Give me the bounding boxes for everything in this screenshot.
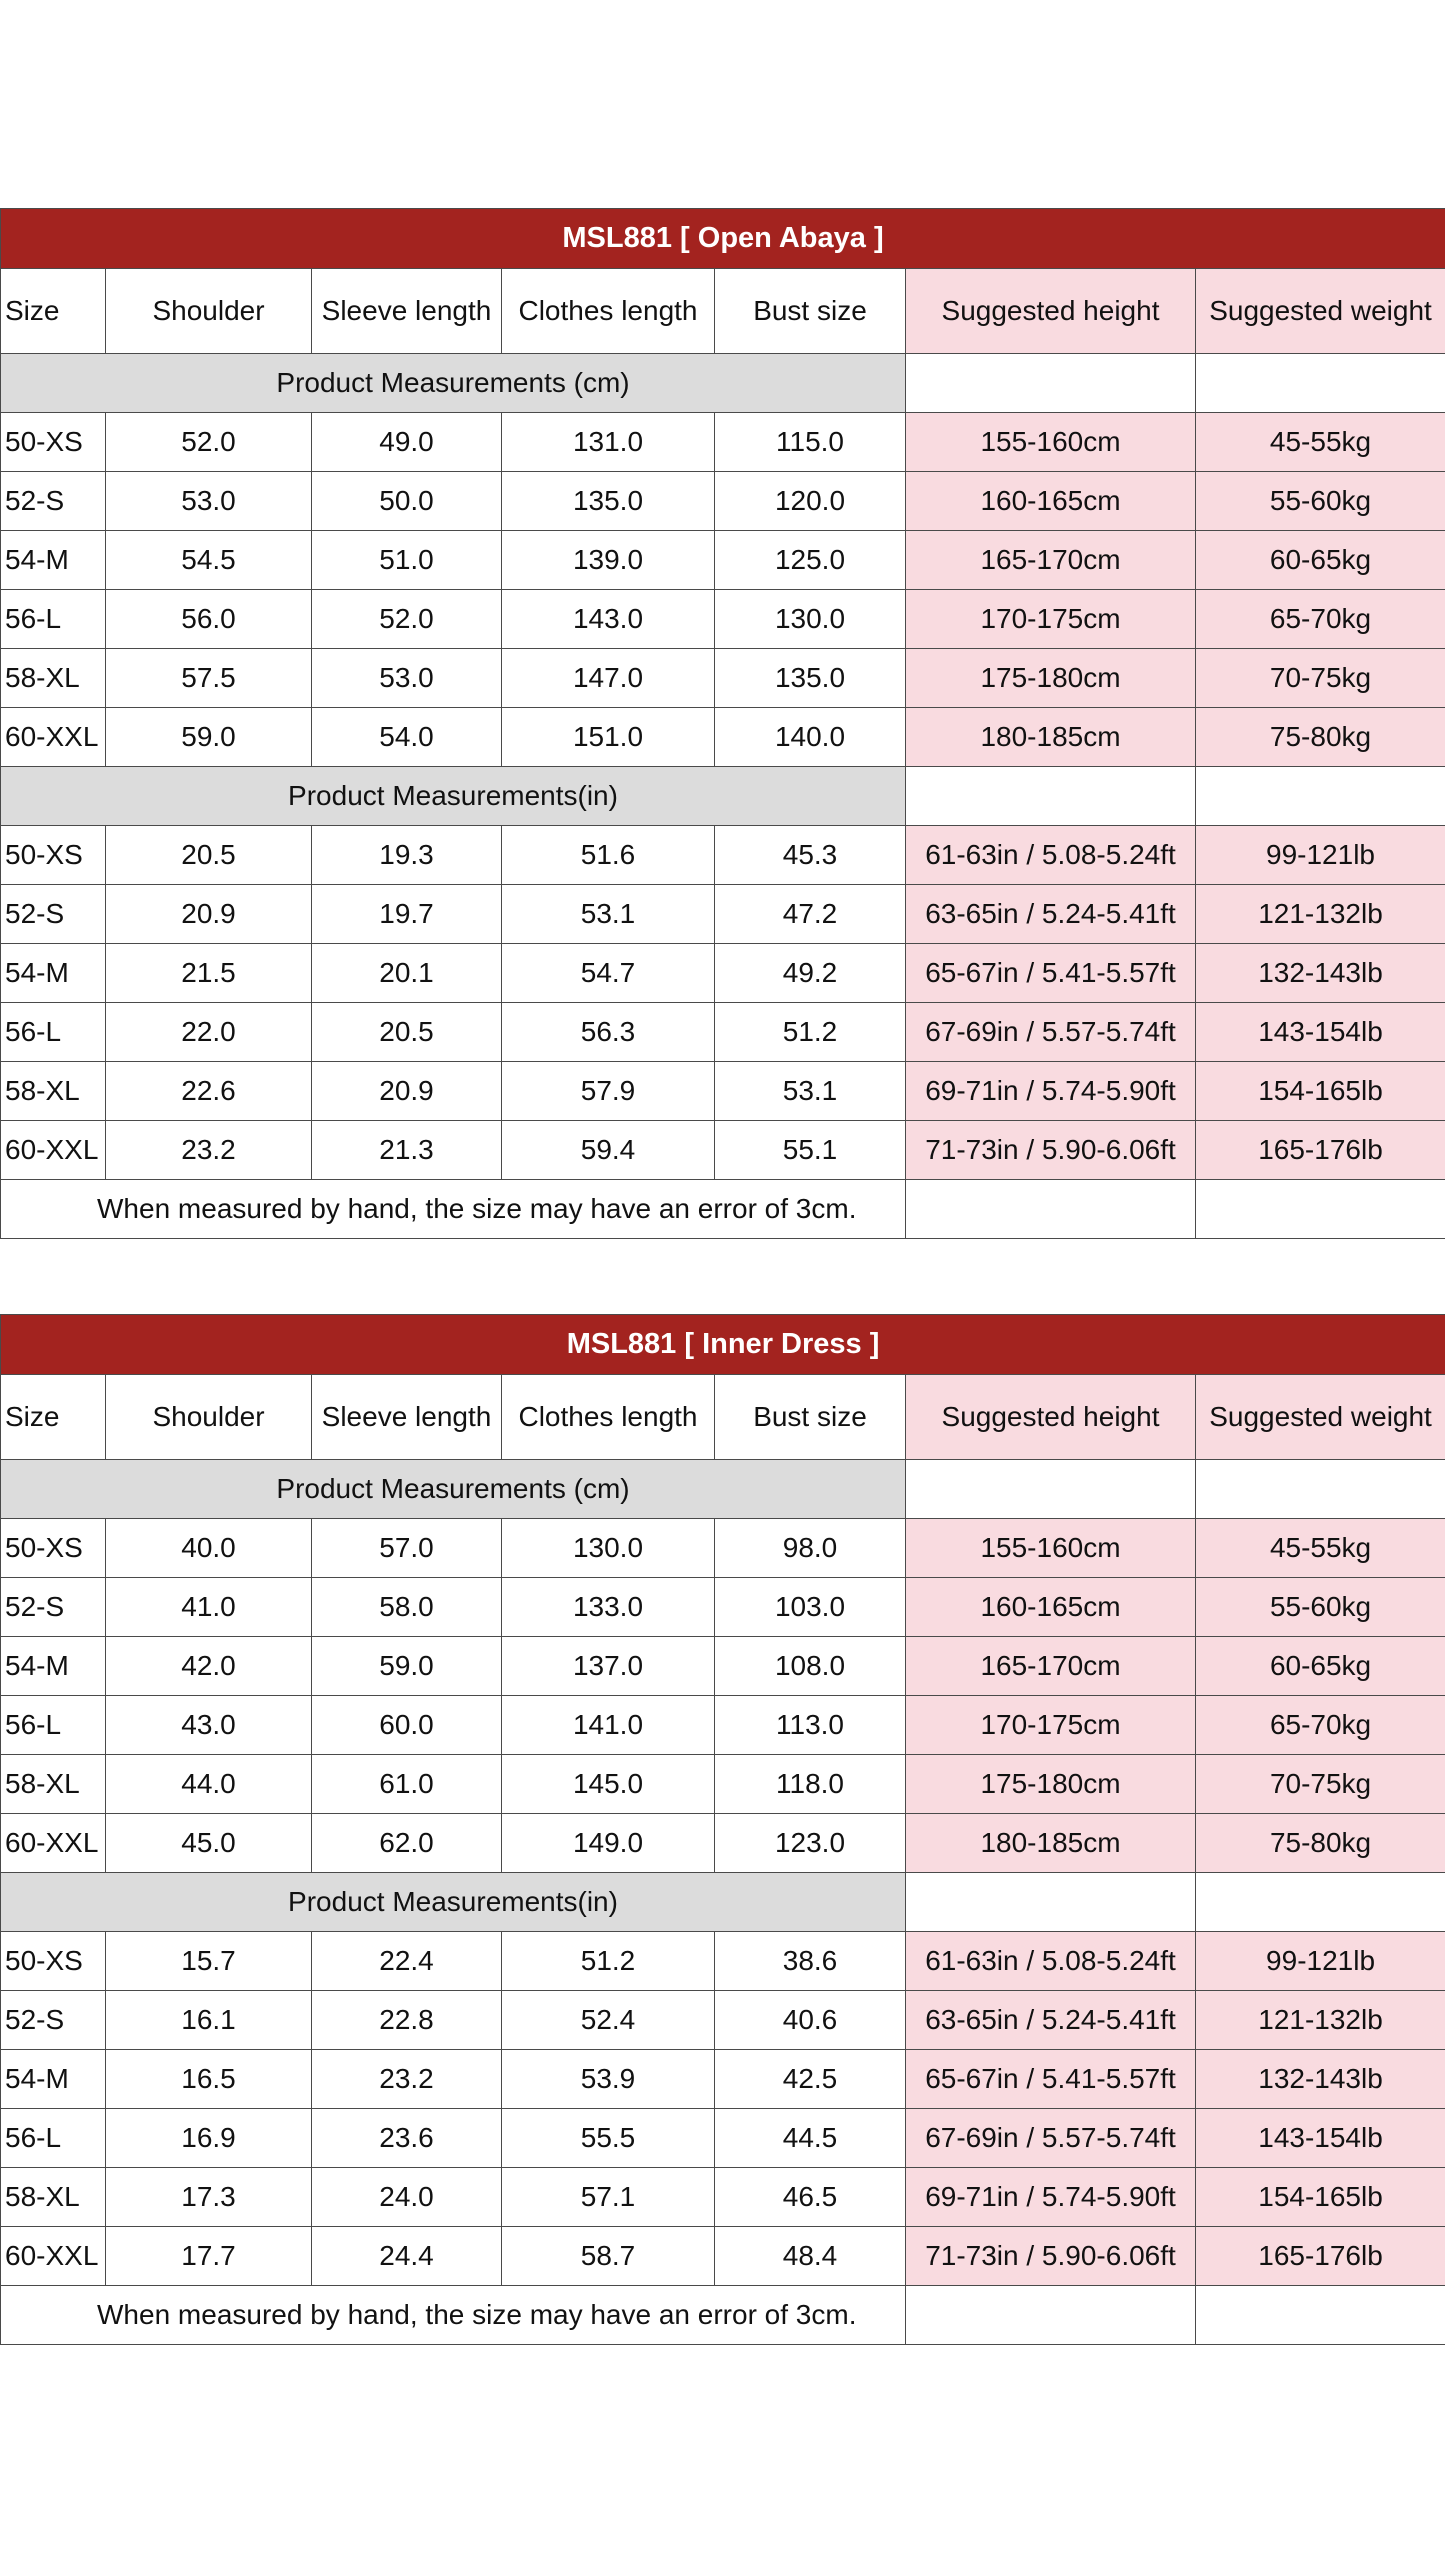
cell-shoulder: 16.1 bbox=[106, 1991, 312, 2050]
table-row bbox=[1, 1578, 1445, 1637]
empty-cell bbox=[1196, 2286, 1445, 2345]
cell-clothes: 52.4 bbox=[502, 1991, 715, 2050]
cell-weight: 165-176lb bbox=[1196, 1121, 1445, 1180]
header-shoulder: Shoulder bbox=[106, 1375, 312, 1460]
cell-height: 61-63in / 5.08-5.24ft bbox=[906, 1932, 1196, 1991]
cell-height: 160-165cm bbox=[906, 1578, 1196, 1637]
cell-weight: 154-165lb bbox=[1196, 1062, 1445, 1121]
cell-bust: 40.6 bbox=[715, 1991, 906, 2050]
cell-bust: 120.0 bbox=[715, 472, 906, 531]
cell-sleeve: 24.0 bbox=[312, 2168, 502, 2227]
cell-size: 50-XS bbox=[1, 1932, 106, 1991]
empty-cell bbox=[1196, 1873, 1445, 1932]
header-bust-size: Bust size bbox=[715, 1375, 906, 1460]
cell-size: 60-XXL bbox=[1, 708, 106, 767]
cell-clothes: 143.0 bbox=[502, 590, 715, 649]
table-title: MSL881 [ Open Abaya ] bbox=[1, 209, 1445, 269]
cell-bust: 103.0 bbox=[715, 1578, 906, 1637]
cell-bust: 53.1 bbox=[715, 1062, 906, 1121]
cell-size: 52-S bbox=[1, 1991, 106, 2050]
cell-sleeve: 61.0 bbox=[312, 1755, 502, 1814]
cell-weight: 132-143lb bbox=[1196, 944, 1445, 1003]
table-row bbox=[1, 472, 1445, 531]
cell-bust: 42.5 bbox=[715, 2050, 906, 2109]
cell-clothes: 133.0 bbox=[502, 1578, 715, 1637]
cell-sleeve: 22.4 bbox=[312, 1932, 502, 1991]
cell-bust: 49.2 bbox=[715, 944, 906, 1003]
cell-bust: 46.5 bbox=[715, 2168, 906, 2227]
cell-size: 58-XL bbox=[1, 1062, 106, 1121]
cell-bust: 113.0 bbox=[715, 1696, 906, 1755]
table-row bbox=[1, 2227, 1445, 2286]
cell-height: 65-67in / 5.41-5.57ft bbox=[906, 2050, 1196, 2109]
cell-shoulder: 44.0 bbox=[106, 1755, 312, 1814]
cell-shoulder: 22.6 bbox=[106, 1062, 312, 1121]
cell-height: 165-170cm bbox=[906, 1637, 1196, 1696]
cell-shoulder: 16.5 bbox=[106, 2050, 312, 2109]
cell-weight: 75-80kg bbox=[1196, 1814, 1445, 1873]
cell-weight: 143-154lb bbox=[1196, 1003, 1445, 1062]
cell-clothes: 149.0 bbox=[502, 1814, 715, 1873]
cell-sleeve: 58.0 bbox=[312, 1578, 502, 1637]
header-row bbox=[1, 269, 1445, 354]
section-label-in: Product Measurements(in) bbox=[1, 767, 906, 826]
cell-size: 58-XL bbox=[1, 1755, 106, 1814]
empty-cell bbox=[906, 1180, 1196, 1239]
header-suggested-height: Suggested height bbox=[906, 269, 1196, 354]
cell-sleeve: 57.0 bbox=[312, 1519, 502, 1578]
empty-cell bbox=[1196, 1460, 1445, 1519]
cell-shoulder: 23.2 bbox=[106, 1121, 312, 1180]
section-label-cm: Product Measurements (cm) bbox=[1, 354, 906, 413]
cell-size: 50-XS bbox=[1, 826, 106, 885]
cell-bust: 47.2 bbox=[715, 885, 906, 944]
cell-shoulder: 21.5 bbox=[106, 944, 312, 1003]
cell-bust: 108.0 bbox=[715, 1637, 906, 1696]
cell-weight: 55-60kg bbox=[1196, 472, 1445, 531]
cell-size: 60-XXL bbox=[1, 2227, 106, 2286]
cell-size: 52-S bbox=[1, 1578, 106, 1637]
cell-weight: 165-176lb bbox=[1196, 2227, 1445, 2286]
cell-bust: 51.2 bbox=[715, 1003, 906, 1062]
size-chart-inner-dress bbox=[0, 1314, 1445, 2345]
section-row-cm bbox=[1, 354, 1445, 413]
cell-size: 58-XL bbox=[1, 2168, 106, 2227]
cell-clothes: 145.0 bbox=[502, 1755, 715, 1814]
cell-height: 180-185cm bbox=[906, 708, 1196, 767]
table-row bbox=[1, 1696, 1445, 1755]
cell-height: 67-69in / 5.57-5.74ft bbox=[906, 2109, 1196, 2168]
cell-clothes: 53.9 bbox=[502, 2050, 715, 2109]
table-row bbox=[1, 1755, 1445, 1814]
cell-bust: 55.1 bbox=[715, 1121, 906, 1180]
cell-shoulder: 43.0 bbox=[106, 1696, 312, 1755]
cell-sleeve: 24.4 bbox=[312, 2227, 502, 2286]
empty-cell bbox=[906, 767, 1196, 826]
cell-clothes: 55.5 bbox=[502, 2109, 715, 2168]
cell-weight: 65-70kg bbox=[1196, 1696, 1445, 1755]
cell-shoulder: 40.0 bbox=[106, 1519, 312, 1578]
cell-size: 50-XS bbox=[1, 413, 106, 472]
cell-sleeve: 59.0 bbox=[312, 1637, 502, 1696]
cell-shoulder: 15.7 bbox=[106, 1932, 312, 1991]
cell-shoulder: 59.0 bbox=[106, 708, 312, 767]
cell-height: 65-67in / 5.41-5.57ft bbox=[906, 944, 1196, 1003]
header-suggested-weight: Suggested weight bbox=[1196, 269, 1445, 354]
cell-shoulder: 17.7 bbox=[106, 2227, 312, 2286]
cell-size: 54-M bbox=[1, 531, 106, 590]
cell-weight: 60-65kg bbox=[1196, 531, 1445, 590]
cell-shoulder: 42.0 bbox=[106, 1637, 312, 1696]
cell-size: 54-M bbox=[1, 944, 106, 1003]
cell-weight: 121-132lb bbox=[1196, 1991, 1445, 2050]
note-row bbox=[1, 2286, 1445, 2345]
cell-height: 170-175cm bbox=[906, 1696, 1196, 1755]
table-row bbox=[1, 885, 1445, 944]
empty-cell bbox=[906, 1460, 1196, 1519]
cell-weight: 55-60kg bbox=[1196, 1578, 1445, 1637]
cell-size: 56-L bbox=[1, 1696, 106, 1755]
cell-bust: 115.0 bbox=[715, 413, 906, 472]
header-suggested-height: Suggested height bbox=[906, 1375, 1196, 1460]
empty-cell bbox=[906, 2286, 1196, 2345]
cell-sleeve: 54.0 bbox=[312, 708, 502, 767]
cell-clothes: 137.0 bbox=[502, 1637, 715, 1696]
header-shoulder: Shoulder bbox=[106, 269, 312, 354]
cell-weight: 132-143lb bbox=[1196, 2050, 1445, 2109]
cell-height: 69-71in / 5.74-5.90ft bbox=[906, 2168, 1196, 2227]
cell-height: 165-170cm bbox=[906, 531, 1196, 590]
cell-height: 69-71in / 5.74-5.90ft bbox=[906, 1062, 1196, 1121]
cell-height: 175-180cm bbox=[906, 649, 1196, 708]
cell-sleeve: 20.5 bbox=[312, 1003, 502, 1062]
cell-bust: 125.0 bbox=[715, 531, 906, 590]
table-row bbox=[1, 2109, 1445, 2168]
cell-height: 180-185cm bbox=[906, 1814, 1196, 1873]
table-row bbox=[1, 944, 1445, 1003]
cell-sleeve: 22.8 bbox=[312, 1991, 502, 2050]
cell-sleeve: 51.0 bbox=[312, 531, 502, 590]
cell-sleeve: 52.0 bbox=[312, 590, 502, 649]
header-clothes-length: Clothes length bbox=[502, 1375, 715, 1460]
cell-weight: 60-65kg bbox=[1196, 1637, 1445, 1696]
cell-bust: 45.3 bbox=[715, 826, 906, 885]
cell-sleeve: 23.2 bbox=[312, 2050, 502, 2109]
cell-weight: 70-75kg bbox=[1196, 1755, 1445, 1814]
table-row bbox=[1, 1003, 1445, 1062]
cell-clothes: 51.6 bbox=[502, 826, 715, 885]
cell-sleeve: 50.0 bbox=[312, 472, 502, 531]
cell-sleeve: 60.0 bbox=[312, 1696, 502, 1755]
cell-sleeve: 21.3 bbox=[312, 1121, 502, 1180]
cell-clothes: 57.1 bbox=[502, 2168, 715, 2227]
cell-bust: 130.0 bbox=[715, 590, 906, 649]
cell-sleeve: 53.0 bbox=[312, 649, 502, 708]
empty-cell bbox=[1196, 767, 1445, 826]
cell-clothes: 56.3 bbox=[502, 1003, 715, 1062]
cell-clothes: 54.7 bbox=[502, 944, 715, 1003]
cell-size: 52-S bbox=[1, 885, 106, 944]
cell-size: 54-M bbox=[1, 1637, 106, 1696]
cell-weight: 99-121lb bbox=[1196, 1932, 1445, 1991]
cell-sleeve: 23.6 bbox=[312, 2109, 502, 2168]
table-row bbox=[1, 708, 1445, 767]
cell-size: 56-L bbox=[1, 590, 106, 649]
cell-weight: 99-121lb bbox=[1196, 826, 1445, 885]
cell-size: 50-XS bbox=[1, 1519, 106, 1578]
empty-cell bbox=[906, 1873, 1196, 1932]
section-label-cm: Product Measurements (cm) bbox=[1, 1460, 906, 1519]
cell-clothes: 57.9 bbox=[502, 1062, 715, 1121]
empty-cell bbox=[1196, 1180, 1445, 1239]
empty-cell bbox=[1196, 354, 1445, 413]
cell-weight: 70-75kg bbox=[1196, 649, 1445, 708]
cell-shoulder: 16.9 bbox=[106, 2109, 312, 2168]
table-row bbox=[1, 2168, 1445, 2227]
cell-bust: 140.0 bbox=[715, 708, 906, 767]
measurement-note: When measured by hand, the size may have an error of 3cm. bbox=[1, 1180, 906, 1239]
cell-weight: 143-154lb bbox=[1196, 2109, 1445, 2168]
cell-height: 155-160cm bbox=[906, 413, 1196, 472]
table-row bbox=[1, 1637, 1445, 1696]
cell-shoulder: 17.3 bbox=[106, 2168, 312, 2227]
cell-sleeve: 19.3 bbox=[312, 826, 502, 885]
table-row bbox=[1, 413, 1445, 472]
cell-clothes: 139.0 bbox=[502, 531, 715, 590]
section-row-cm bbox=[1, 1460, 1445, 1519]
table-title: MSL881 [ Inner Dress ] bbox=[1, 1315, 1445, 1375]
cell-shoulder: 53.0 bbox=[106, 472, 312, 531]
cell-height: 71-73in / 5.90-6.06ft bbox=[906, 1121, 1196, 1180]
cell-weight: 121-132lb bbox=[1196, 885, 1445, 944]
cell-clothes: 131.0 bbox=[502, 413, 715, 472]
header-row bbox=[1, 1375, 1445, 1460]
section-label-in: Product Measurements(in) bbox=[1, 1873, 906, 1932]
table-row bbox=[1, 1519, 1445, 1578]
section-row-in bbox=[1, 767, 1445, 826]
cell-size: 58-XL bbox=[1, 649, 106, 708]
cell-height: 71-73in / 5.90-6.06ft bbox=[906, 2227, 1196, 2286]
cell-height: 160-165cm bbox=[906, 472, 1196, 531]
cell-clothes: 141.0 bbox=[502, 1696, 715, 1755]
table-row bbox=[1, 649, 1445, 708]
cell-size: 52-S bbox=[1, 472, 106, 531]
measurement-note: When measured by hand, the size may have an error of 3cm. bbox=[1, 2286, 906, 2345]
cell-bust: 118.0 bbox=[715, 1755, 906, 1814]
cell-sleeve: 62.0 bbox=[312, 1814, 502, 1873]
cell-size: 60-XXL bbox=[1, 1121, 106, 1180]
cell-clothes: 59.4 bbox=[502, 1121, 715, 1180]
cell-size: 60-XXL bbox=[1, 1814, 106, 1873]
table-row bbox=[1, 1932, 1445, 1991]
cell-weight: 65-70kg bbox=[1196, 590, 1445, 649]
cell-clothes: 51.2 bbox=[502, 1932, 715, 1991]
cell-shoulder: 56.0 bbox=[106, 590, 312, 649]
cell-shoulder: 45.0 bbox=[106, 1814, 312, 1873]
cell-clothes: 130.0 bbox=[502, 1519, 715, 1578]
cell-sleeve: 20.9 bbox=[312, 1062, 502, 1121]
cell-bust: 123.0 bbox=[715, 1814, 906, 1873]
cell-shoulder: 52.0 bbox=[106, 413, 312, 472]
cell-clothes: 151.0 bbox=[502, 708, 715, 767]
empty-cell bbox=[906, 354, 1196, 413]
section-row-in bbox=[1, 1873, 1445, 1932]
cell-bust: 48.4 bbox=[715, 2227, 906, 2286]
header-size: Size bbox=[1, 269, 106, 354]
cell-shoulder: 57.5 bbox=[106, 649, 312, 708]
header-size: Size bbox=[1, 1375, 106, 1460]
cell-height: 63-65in / 5.24-5.41ft bbox=[906, 1991, 1196, 2050]
cell-shoulder: 20.5 bbox=[106, 826, 312, 885]
size-chart-open-abaya bbox=[0, 208, 1445, 1239]
cell-height: 63-65in / 5.24-5.41ft bbox=[906, 885, 1196, 944]
cell-height: 170-175cm bbox=[906, 590, 1196, 649]
table-row bbox=[1, 826, 1445, 885]
table-row bbox=[1, 1991, 1445, 2050]
cell-shoulder: 54.5 bbox=[106, 531, 312, 590]
cell-clothes: 135.0 bbox=[502, 472, 715, 531]
table-row bbox=[1, 2050, 1445, 2109]
cell-shoulder: 41.0 bbox=[106, 1578, 312, 1637]
cell-weight: 45-55kg bbox=[1196, 413, 1445, 472]
header-clothes-length: Clothes length bbox=[502, 269, 715, 354]
table-row bbox=[1, 531, 1445, 590]
cell-bust: 44.5 bbox=[715, 2109, 906, 2168]
cell-bust: 38.6 bbox=[715, 1932, 906, 1991]
note-row bbox=[1, 1180, 1445, 1239]
cell-weight: 154-165lb bbox=[1196, 2168, 1445, 2227]
table-row bbox=[1, 1121, 1445, 1180]
cell-bust: 135.0 bbox=[715, 649, 906, 708]
cell-sleeve: 19.7 bbox=[312, 885, 502, 944]
header-suggested-weight: Suggested weight bbox=[1196, 1375, 1445, 1460]
cell-sleeve: 49.0 bbox=[312, 413, 502, 472]
cell-weight: 45-55kg bbox=[1196, 1519, 1445, 1578]
table-row bbox=[1, 1814, 1445, 1873]
table-row bbox=[1, 1062, 1445, 1121]
cell-clothes: 147.0 bbox=[502, 649, 715, 708]
cell-clothes: 58.7 bbox=[502, 2227, 715, 2286]
cell-height: 175-180cm bbox=[906, 1755, 1196, 1814]
cell-shoulder: 22.0 bbox=[106, 1003, 312, 1062]
cell-sleeve: 20.1 bbox=[312, 944, 502, 1003]
header-sleeve-length: Sleeve length bbox=[312, 269, 502, 354]
cell-height: 155-160cm bbox=[906, 1519, 1196, 1578]
table-row bbox=[1, 590, 1445, 649]
cell-height: 61-63in / 5.08-5.24ft bbox=[906, 826, 1196, 885]
cell-weight: 75-80kg bbox=[1196, 708, 1445, 767]
cell-size: 54-M bbox=[1, 2050, 106, 2109]
cell-bust: 98.0 bbox=[715, 1519, 906, 1578]
cell-height: 67-69in / 5.57-5.74ft bbox=[906, 1003, 1196, 1062]
cell-size: 56-L bbox=[1, 2109, 106, 2168]
cell-size: 56-L bbox=[1, 1003, 106, 1062]
header-sleeve-length: Sleeve length bbox=[312, 1375, 502, 1460]
header-bust-size: Bust size bbox=[715, 269, 906, 354]
cell-shoulder: 20.9 bbox=[106, 885, 312, 944]
cell-clothes: 53.1 bbox=[502, 885, 715, 944]
